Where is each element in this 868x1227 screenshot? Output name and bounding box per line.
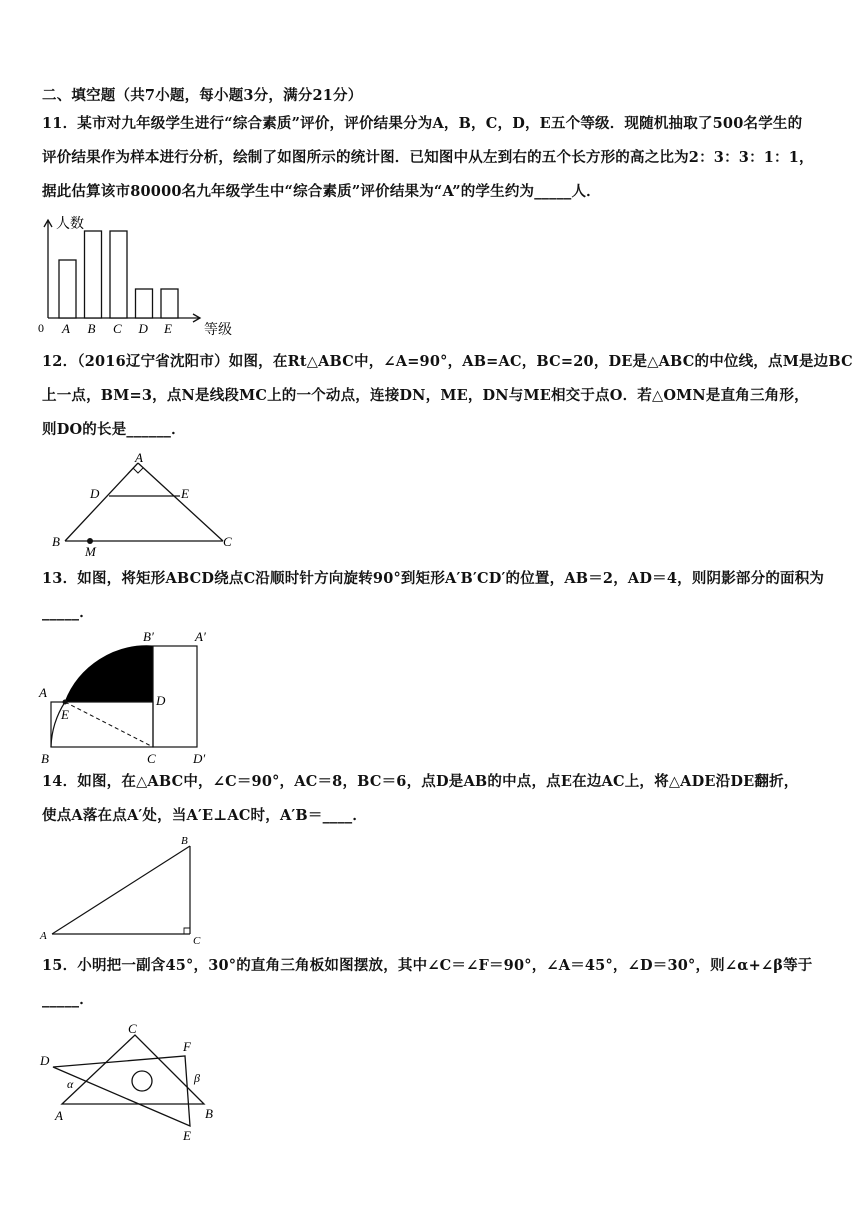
q12-label-m: M — [85, 544, 96, 558]
y-axis-label: 人数 — [56, 217, 84, 232]
q12-label-c: C — [223, 534, 232, 549]
q11-line-3: 据此估算该市80000名九年级学生中“综合素质”评价结果为“A”的学生约为_____人． — [42, 183, 601, 200]
q15-label-d: D — [40, 1053, 50, 1068]
q13-label-a-prime: A′ — [195, 629, 206, 644]
q13-label-a: A — [39, 685, 47, 700]
q13-label-d: D — [156, 693, 166, 708]
q13-label-b: B — [41, 751, 49, 766]
x-axis-label: 等级 — [204, 323, 232, 338]
q12-triangle-figure — [40, 448, 250, 558]
q14-line-2: 使点A落在点A′处，当A′E⊥AC时，A′B＝____． — [42, 807, 368, 824]
category-label-d: D — [138, 321, 148, 336]
q15-label-a: A — [55, 1108, 63, 1123]
q15-line-2: _____． — [42, 991, 94, 1008]
q13-rectangle-figure — [35, 625, 225, 770]
category-label-c: C — [113, 321, 122, 336]
q12-label-d: D — [90, 486, 100, 501]
category-label-a: A — [62, 321, 70, 336]
q15-label-c: C — [128, 1021, 137, 1036]
q11-line-2: 评价结果作为样本进行分析，绘制了如图所示的统计图．已知图中从左到右的五个长方形的高之比为2：3：3：1：1， — [42, 149, 814, 166]
bar-d — [136, 289, 153, 318]
q12-label-a: A — [135, 450, 143, 465]
q14-line-1: 14．如图，在△ABC中，∠C＝90°，AC＝8，BC＝6，点D是AB的中点，点E在边AC上，将△ADE沿DE翻折， — [42, 773, 799, 790]
q15-label-e: E — [183, 1128, 191, 1143]
q13-label-c: C — [147, 751, 156, 766]
q13-label-e: E — [61, 707, 69, 722]
q13-label-d-prime: D′ — [193, 751, 206, 766]
bar-c — [110, 231, 127, 318]
q15-label-beta: β — [194, 1071, 200, 1085]
bar-a — [59, 260, 76, 318]
q15-line-1: 15．小明把一副含45°，30°的直角三角板如图摆放，其中∠C＝∠F＝90°，∠A＝45°，∠D＝30°，则∠α+∠β等于 — [42, 957, 813, 974]
q14-label-b: B — [181, 835, 188, 847]
q15-triangles-figure — [35, 1018, 235, 1148]
q14-label-c: C — [193, 935, 201, 947]
category-label-b: B — [87, 321, 96, 336]
q15-label-b: B — [205, 1106, 213, 1121]
q12-line-1: 12．（2016辽宁省沈阳市）如图，在Rt△ABC中，∠A=90°，AB=AC，BC=20，DE是△ABC的中位线，点M是边BC — [42, 353, 853, 370]
bar-b — [85, 231, 102, 318]
q14-triangle-figure — [35, 830, 215, 950]
q11-bar-chart — [30, 212, 260, 342]
q12-label-b: B — [52, 534, 60, 549]
origin-label: 0 — [38, 321, 44, 335]
q12-line-2: 上一点，BM=3，点N是线段MC上的一个动点，连接DN，ME，DN与ME相交于点O．若△OMN是直角三角形， — [42, 387, 809, 404]
category-label-e: E — [164, 321, 172, 336]
q13-line-2: _____． — [42, 604, 94, 621]
q14-label-a: A — [40, 930, 47, 942]
q15-label-f: F — [183, 1039, 191, 1054]
section-title: 二、填空题（共7小题，每小题3分，满分21分） — [42, 87, 363, 104]
bar-e — [161, 289, 178, 318]
q12-line-3: 则DO的长是______． — [42, 421, 186, 438]
q13-label-b-prime: B′ — [143, 629, 154, 644]
q13-line-1: 13．如图，将矩形ABCD绕点C沿顺时针方向旋转90°到矩形A′B′CD′的位置，AB＝2，AD＝4，则阴影部分的面积为 — [42, 570, 825, 587]
q12-label-e: E — [181, 486, 189, 501]
q15-label-alpha: α — [67, 1077, 74, 1091]
q11-line-1: 11．某市对九年级学生进行“综合素质”评价，评价结果分为A，B，C，D，E五个等级．现随机抽取了500名学生的 — [42, 115, 803, 132]
